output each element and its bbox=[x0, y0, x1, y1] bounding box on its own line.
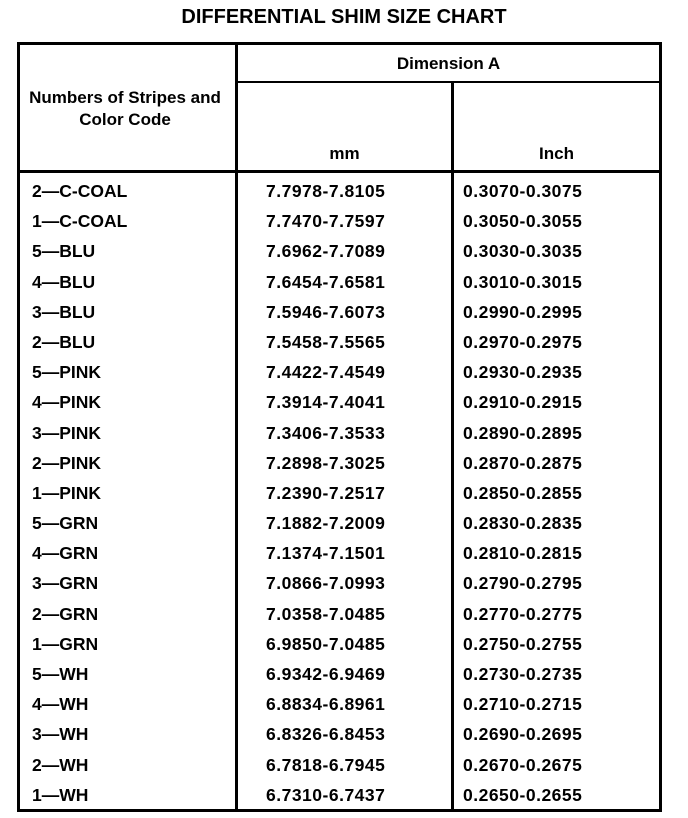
inch-range-cell: 0.2650-0.2655 bbox=[463, 784, 583, 805]
inch-range-cell: 0.2670-0.2675 bbox=[463, 754, 583, 775]
table-row bbox=[20, 418, 659, 448]
mm-range-cell: 6.8326-6.8453 bbox=[266, 724, 386, 745]
color-code-cell: 4—GRN bbox=[32, 543, 99, 564]
table-row bbox=[20, 508, 659, 538]
dimension-header-divider bbox=[235, 81, 659, 83]
inch-range-cell: 0.2850-0.2855 bbox=[463, 482, 583, 503]
chart-title: DIFFERENTIAL SHIM SIZE CHART bbox=[181, 6, 507, 28]
table-row bbox=[20, 568, 659, 598]
inch-range-cell: 0.2990-0.2995 bbox=[463, 301, 583, 322]
color-code-cell: 2—WH bbox=[32, 754, 89, 775]
mm-range-cell: 7.0866-7.0993 bbox=[266, 573, 386, 594]
mm-column-header: mm bbox=[329, 144, 360, 163]
table-row bbox=[20, 448, 659, 478]
inch-range-cell: 0.2830-0.2835 bbox=[463, 513, 583, 534]
table-row bbox=[20, 780, 659, 810]
color-code-cell: 5—GRN bbox=[32, 513, 99, 534]
mm-range-cell: 7.7470-7.7597 bbox=[266, 211, 386, 232]
table-row bbox=[20, 387, 659, 417]
mm-range-cell: 6.8834-6.8961 bbox=[266, 694, 386, 715]
table-row bbox=[20, 719, 659, 749]
color-code-cell: 5—BLU bbox=[32, 241, 96, 262]
table-row bbox=[20, 297, 659, 327]
color-code-cell: 1—PINK bbox=[32, 482, 102, 503]
mm-range-cell: 7.1882-7.2009 bbox=[266, 513, 386, 534]
inch-range-cell: 0.3070-0.3075 bbox=[463, 181, 583, 201]
color-code-cell: 5—PINK bbox=[32, 362, 102, 383]
header-bottom-rule bbox=[20, 170, 659, 173]
mm-range-cell: 7.3406-7.3533 bbox=[266, 422, 386, 443]
color-code-cell: 3—GRN bbox=[32, 573, 99, 594]
table-row bbox=[20, 236, 659, 266]
mm-range-cell: 7.3914-7.4041 bbox=[266, 392, 386, 413]
inch-range-cell: 0.2730-0.2735 bbox=[463, 664, 583, 684]
inch-range-cell: 0.3010-0.3015 bbox=[463, 271, 583, 292]
color-code-cell: 3—BLU bbox=[32, 301, 96, 322]
table-row bbox=[20, 267, 659, 297]
mm-range-cell: 6.9850-7.0485 bbox=[266, 633, 386, 654]
color-code-cell: 5—WH bbox=[32, 664, 89, 684]
table-row bbox=[20, 659, 659, 689]
mm-range-cell: 7.0358-7.0485 bbox=[266, 603, 386, 624]
table-row bbox=[20, 538, 659, 568]
color-code-cell: 1—C-COAL bbox=[32, 211, 128, 232]
table-row bbox=[20, 629, 659, 659]
table-row bbox=[20, 206, 659, 236]
inch-range-cell: 0.3030-0.3035 bbox=[463, 241, 583, 262]
table-row bbox=[20, 599, 659, 629]
inch-range-cell: 0.2970-0.2975 bbox=[463, 331, 583, 352]
inch-range-cell: 0.2870-0.2875 bbox=[463, 452, 583, 473]
inch-range-cell: 0.2690-0.2695 bbox=[463, 724, 583, 745]
inch-range-cell: 0.2910-0.2915 bbox=[463, 392, 583, 413]
inch-range-cell: 0.2810-0.2815 bbox=[463, 543, 583, 564]
inch-range-cell: 0.2930-0.2935 bbox=[463, 362, 583, 383]
inch-range-cell: 0.2710-0.2715 bbox=[463, 694, 583, 715]
mm-range-cell: 7.5458-7.5565 bbox=[266, 331, 386, 352]
color-code-cell: 1—WH bbox=[32, 784, 89, 805]
inch-range-cell: 0.2770-0.2775 bbox=[463, 603, 583, 624]
inch-range-cell: 0.2890-0.2895 bbox=[463, 422, 583, 443]
dimension-a-header: Dimension A bbox=[396, 54, 501, 73]
mm-range-cell: 7.5946-7.6073 bbox=[266, 301, 386, 322]
color-code-cell: 2—GRN bbox=[32, 603, 99, 624]
inch-range-cell: 0.3050-0.3055 bbox=[463, 211, 583, 232]
table-row bbox=[20, 750, 659, 780]
mm-range-cell: 6.7310-6.7437 bbox=[266, 784, 386, 805]
mm-range-cell: 7.2898-7.3025 bbox=[266, 452, 386, 473]
mm-range-cell: 6.7818-6.7945 bbox=[266, 754, 386, 775]
mm-range-cell: 7.7978-7.8105 bbox=[266, 181, 386, 201]
mm-range-cell: 7.6454-7.6581 bbox=[266, 271, 386, 292]
mm-range-cell: 7.1374-7.1501 bbox=[266, 543, 386, 564]
inch-range-cell: 0.2790-0.2795 bbox=[463, 573, 583, 594]
color-code-cell: 1—GRN bbox=[32, 633, 99, 654]
mm-range-cell: 7.6962-7.7089 bbox=[266, 241, 386, 262]
color-code-cell: 3—PINK bbox=[32, 422, 102, 443]
table-row bbox=[20, 176, 659, 206]
table-row bbox=[20, 357, 659, 387]
color-code-cell: 2—BLU bbox=[32, 331, 96, 352]
color-code-cell: 4—WH bbox=[32, 694, 89, 715]
shim-size-table bbox=[17, 42, 662, 812]
mm-range-cell: 7.2390-7.2517 bbox=[266, 482, 386, 503]
mm-range-cell: 6.9342-6.9469 bbox=[266, 664, 386, 684]
table-body bbox=[20, 176, 659, 810]
color-code-cell: 2—C-COAL bbox=[32, 181, 128, 201]
table-row bbox=[20, 478, 659, 508]
inch-range-cell: 0.2750-0.2755 bbox=[463, 633, 583, 654]
color-code-cell: 4—BLU bbox=[32, 271, 96, 292]
code-column-header: Numbers of Stripes and Color Code bbox=[29, 88, 221, 129]
mm-range-cell: 7.4422-7.4549 bbox=[266, 362, 386, 383]
inch-column-header: Inch bbox=[539, 144, 574, 163]
table-row bbox=[20, 689, 659, 719]
color-code-cell: 3—WH bbox=[32, 724, 89, 745]
color-code-cell: 4—PINK bbox=[32, 392, 102, 413]
table-row bbox=[20, 327, 659, 357]
color-code-cell: 2—PINK bbox=[32, 452, 102, 473]
